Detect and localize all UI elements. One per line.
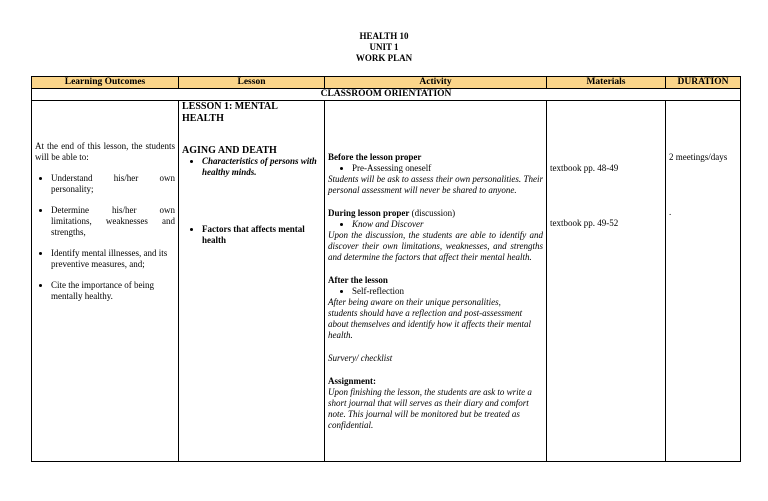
orientation-row: CLASSROOM ORIENTATION [32,89,741,101]
during-text: Upon the discussion, the students are able to identify and discover their own limitations, weaknesses, and strengths and determine the factors that affect their mental health. [328,230,543,262]
col-header-lesson: Lesson [179,77,325,89]
materials-cell [547,101,666,462]
material-item: textbook pp. 48-49 [550,163,619,173]
lesson-subtopic: • Characteristics of persons with healthy minds. [202,156,321,178]
after-item: • Self-reflection [352,286,543,297]
col-header-outcomes: Learning Outcomes [32,77,179,89]
lesson-subtopic: • Factors that affects mental health [202,224,321,246]
after-text: After being aware on their unique personalities, students should have a reflection and post-assessment about themselves and identify how it affects their mental health. [328,297,531,340]
during-heading: During lesson proper [328,208,410,218]
outcome-item: • Determine his/her own limitations, weaknesses and strengths, [51,205,175,238]
during-suffix: (discussion) [409,208,456,218]
assignment-heading: Assignment: [328,376,377,386]
assignment-text: Upon finishing the lesson, the students are ask to write a short journal that will serves as their diary and comfort note. This journal will be monitored but be treated as confidential. [328,387,532,430]
before-text: Students will be ask to assess their own personalities. Their personal assessment will never be shared to anyone. [328,174,543,195]
before-heading: Before the lesson proper [328,152,422,162]
duration-cell [666,101,741,462]
duration-item: 2 meetings/days [669,152,728,162]
survey-text: Survery/ checklist [328,353,393,363]
outcomes-intro: At the end of this lesson, the students will be able to: [35,141,175,162]
lesson-cell [179,101,325,462]
doc-title-line3: WORK PLAN [355,53,413,63]
before-item: • Pre-Assessing oneself [352,163,543,174]
outcome-item: • Identify mental illnesses, and its preventive measures, and; [51,248,175,270]
during-item: • Know and Discover [352,219,543,230]
material-item: textbook pp. 49-52 [550,218,619,228]
col-header-duration: DURATION [666,77,741,89]
lesson-title: LESSON 1: MENTAL HEALTH [182,101,278,124]
outcome-item: • Cite the importance of being mentally healthy. [51,280,175,302]
activity-cell [325,101,547,462]
doc-title-line2: UNIT 1 [369,42,399,52]
duration-mark: . [669,207,672,217]
outcome-item: • Understand his/her own personality; [51,173,175,195]
outcomes-cell [32,101,179,462]
col-header-activity: Activity [325,77,547,89]
col-header-materials: Materials [547,77,666,89]
doc-title-line1: HEALTH 10 [359,31,409,41]
lesson-topic: AGING AND DEATH [182,145,277,156]
after-heading: After the lesson [328,275,388,285]
work-plan-table [31,76,741,462]
